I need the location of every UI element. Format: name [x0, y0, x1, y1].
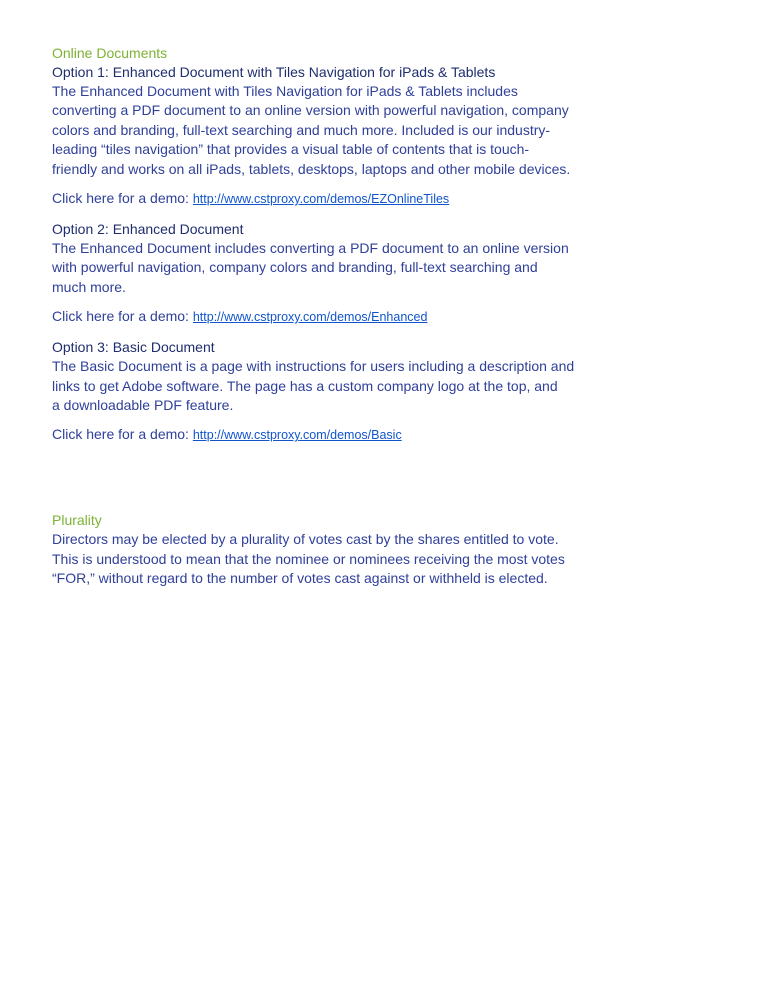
option-3-title: Option 3: Basic Document — [52, 339, 215, 356]
option-3-line: links to get Adobe software. The page has a custom company logo at the top, and — [52, 377, 558, 394]
plurality-line: This is understood to mean that the nominee or nominees receiving the most votes — [52, 550, 565, 567]
option-3-line: a downloadable PDF feature. — [52, 397, 234, 414]
option-2-line: The Enhanced Document includes converting a PDF document to an online version — [52, 240, 569, 257]
option-2-block — [52, 220, 582, 327]
option-3-block — [52, 338, 582, 445]
option-1-block — [52, 63, 582, 209]
plurality-line: “FOR,” without regard to the number of votes cast against or withheld is elected. — [52, 570, 548, 587]
option-1-demo — [52, 189, 582, 209]
demo-link-ez-online-tiles[interactable]: http://www.cstproxy.com/demos/EZOnlineTiles — [192, 192, 450, 207]
option-2-title: Option 2: Enhanced Document — [52, 221, 244, 238]
option-3-demo — [52, 425, 582, 445]
demo-link-basic[interactable]: http://www.cstproxy.com/demos/Basic — [192, 428, 402, 443]
document-page — [52, 44, 582, 589]
option-3-line: The Basic Document is a page with instructions for users including a description and — [52, 358, 575, 375]
plurality-block — [52, 511, 582, 588]
plurality-heading: Plurality — [52, 512, 102, 529]
option-2-demo — [52, 307, 582, 327]
option-1-line: colors and branding, full-text searching and much more. Included is our industry- — [52, 121, 551, 138]
demo-link-enhanced[interactable]: http://www.cstproxy.com/demos/Enhanced — [192, 310, 428, 325]
demo-label: Click here for a demo: — [52, 426, 193, 443]
demo-label: Click here for a demo: — [52, 308, 193, 325]
demo-label: Click here for a demo: — [52, 190, 193, 207]
plurality-line: Directors may be elected by a plurality of votes cast by the shares entitled to vote. — [52, 531, 559, 548]
option-2-line: with powerful navigation, company colors and branding, full-text searching and — [52, 259, 538, 276]
option-1-title: Option 1: Enhanced Document with Tiles Navigation for iPads & Tablets — [52, 64, 496, 80]
option-1-line: leading “tiles navigation” that provides a visual table of contents that is touch- — [52, 141, 530, 158]
option-2-line: much more. — [52, 278, 126, 295]
online-documents-heading: Online Documents — [52, 45, 168, 61]
option-1-line: The Enhanced Document with Tiles Navigation for iPads & Tablets includes — [52, 83, 518, 99]
option-1-line: converting a PDF document to an online version with powerful navigation, company — [52, 102, 569, 119]
option-1-line: friendly and works on all iPads, tablets, desktops, laptops and other mobile devices. — [52, 160, 571, 177]
